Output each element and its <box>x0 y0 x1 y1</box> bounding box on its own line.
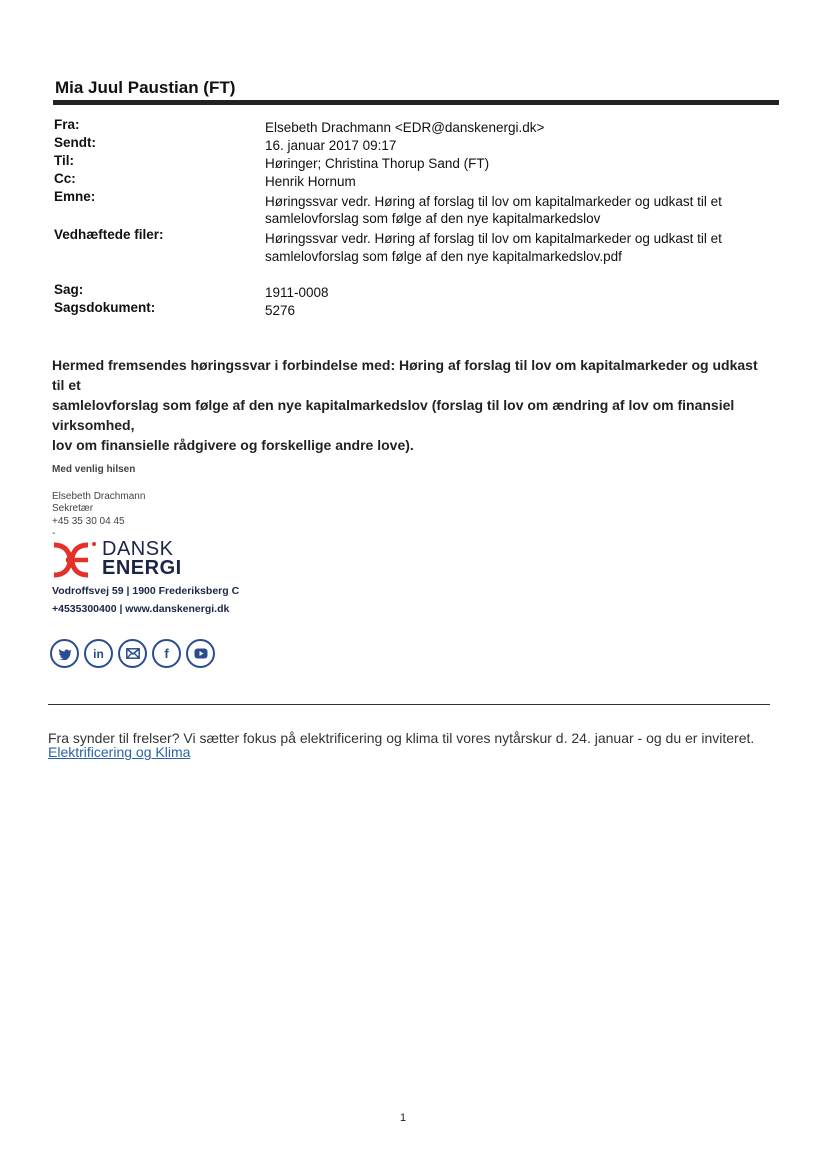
sent-value: 16. januar 2017 09:17 <box>265 138 397 153</box>
case-document-value: 5276 <box>265 303 296 318</box>
promo-text: Fra synder til frelser? Vi sætter fokus på elektrificering og klima til vores nytårskur d. 24. januar - og du er inviteret. <box>48 730 755 746</box>
mail-icon[interactable] <box>118 639 147 668</box>
to-label: Til: <box>54 153 74 168</box>
facebook-glyph: f <box>164 646 169 661</box>
cc-label: Cc: <box>54 171 76 186</box>
logo-dot <box>92 542 96 546</box>
sent-label: Sendt: <box>54 135 96 150</box>
message-line-2: samlelovforslag som følge af den nye kapitalmarkedslov (forslag til lov om ændring af lov om finansiel virksomhed, <box>52 397 735 433</box>
youtube-icon[interactable] <box>186 639 215 668</box>
social-links <box>50 639 215 668</box>
page-number: 1 <box>400 1112 407 1124</box>
title-divider <box>53 100 779 105</box>
from-label: Fra: <box>54 117 80 132</box>
signature-phone: +45 35 30 04 45 <box>52 516 125 527</box>
signature-dash: - <box>52 528 56 539</box>
from-value: Elsebeth Drachmann <EDR@danskenergi.dk> <box>265 120 545 135</box>
case-label: Sag: <box>54 282 84 297</box>
message-line-3: lov om finansielle rådgivere og forskellige andre love). <box>52 437 414 453</box>
logo-line-1: DANSK <box>102 538 174 560</box>
facebook-icon[interactable] <box>152 639 181 668</box>
linkedin-glyph: in <box>93 646 104 661</box>
message-body <box>52 355 772 455</box>
dansk-energi-logo-icon <box>52 542 90 578</box>
subject-line-1: Høringssvar vedr. Høring af forslag til lov om kapitalmarkeder og udkast til et <box>265 194 722 209</box>
document-title: Mia Juul Paustian (FT) <box>55 78 236 97</box>
subject-line-2: samlelovforslag som følge af den nye kapitalmarkedslov <box>265 211 601 226</box>
attachment-line-1[interactable]: Høringssvar vedr. Høring af forslag til lov om kapitalmarkeder og udkast til et <box>265 231 722 246</box>
signature-greeting: Med venlig hilsen <box>52 464 136 475</box>
case-document-label: Sagsdokument: <box>54 300 156 315</box>
signature-name: Elsebeth Drachmann <box>52 491 146 502</box>
attachment-line-2[interactable]: samlelovforslag som følge af den nye kapitalmarkedslov.pdf <box>265 249 622 264</box>
to-value: Høringer; Christina Thorup Sand (FT) <box>265 156 490 171</box>
promo-link[interactable]: Elektrificering og Klima <box>48 744 191 760</box>
case-value: 1911-0008 <box>265 285 329 300</box>
message-line-1: Hermed fremsendes høringssvar i forbindelse med: Høring af forslag til lov om kapitalmarkeder og udkast til et <box>52 357 758 393</box>
footer-divider <box>48 704 770 705</box>
cc-value: Henrik Hornum <box>265 174 356 189</box>
attachments-label: Vedhæftede filer: <box>54 227 164 242</box>
linkedin-icon[interactable] <box>84 639 113 668</box>
signature-role: Sekretær <box>52 503 94 514</box>
subject-label: Emne: <box>54 189 96 204</box>
logo-line-2: ENERGI <box>102 557 182 579</box>
signature-address: Vodroffsvej 59 | 1900 Frederiksberg C <box>52 585 240 597</box>
twitter-icon[interactable] <box>50 639 79 668</box>
signature-contact[interactable]: +4535300400 | www.danskenergi.dk <box>52 603 230 615</box>
logo-wordmark <box>102 540 182 578</box>
